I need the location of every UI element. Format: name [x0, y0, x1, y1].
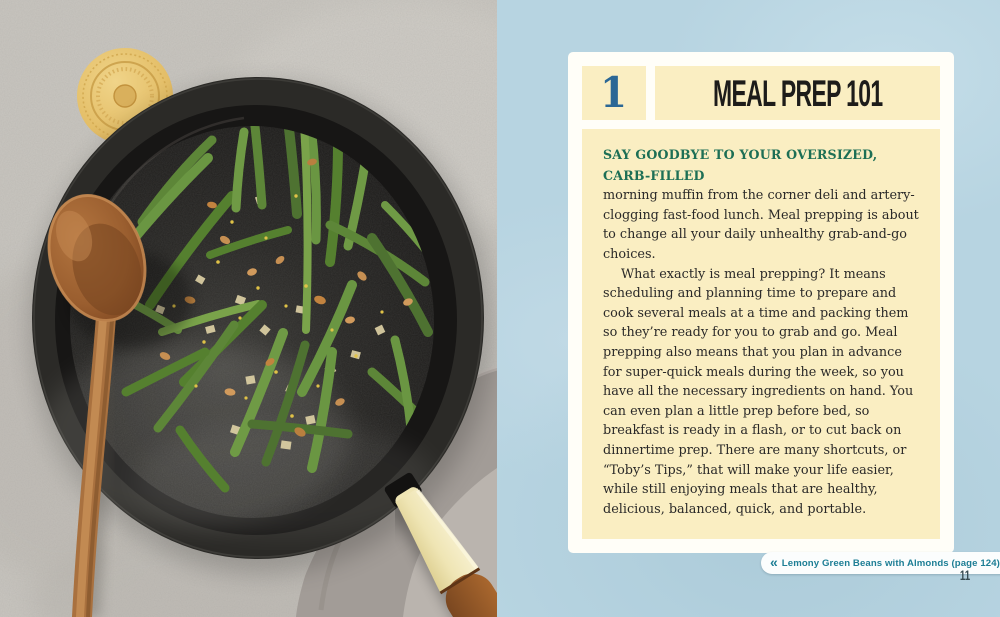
chapter-header [582, 66, 940, 120]
page-number: 11 [959, 568, 971, 583]
food-photo [0, 0, 497, 617]
chapter-title-box [655, 66, 940, 120]
chapter-body [582, 129, 940, 539]
lead-in-text: SAY GOODBYE TO YOUR OVERSIZED, CARB-FILLED [603, 147, 878, 183]
paragraph-2: What exactly is meal prepping? It means scheduling and planning time to prepare and cook several meals at a time and packing them so they’re ready for you to grab and go. Meal prepping also means that you plan in advance for super-quick meals during the week, so you have all the necessary ingredients on hand. You can even plan a little prep before bed, so breakfast is ready in a flash, or to cut back on dinnertime prep. There are many shortcuts, or “Toby’s Tips,” that will make your life easier, while still enjoying meals that are healthy, delicious, balanced, quick, and portable. [603, 266, 914, 517]
paragraph-1-text: morning muffin from the corner deli and artery-clogging fast-food lunch. Meal prepping is about to change all your daily unhealthy grab-and-go choices. [603, 188, 919, 262]
chapter-number: 1 [600, 68, 628, 117]
chapter-card [568, 52, 954, 553]
photo-caption-label: Lemony Green Beans with Almonds (page 124) [781, 557, 1000, 569]
chapter-title: MEAL PREP 101 [712, 72, 883, 114]
paragraph-1 [603, 145, 920, 265]
chapter-number-box [582, 66, 646, 120]
double-chevron-left-icon: « [770, 554, 776, 570]
